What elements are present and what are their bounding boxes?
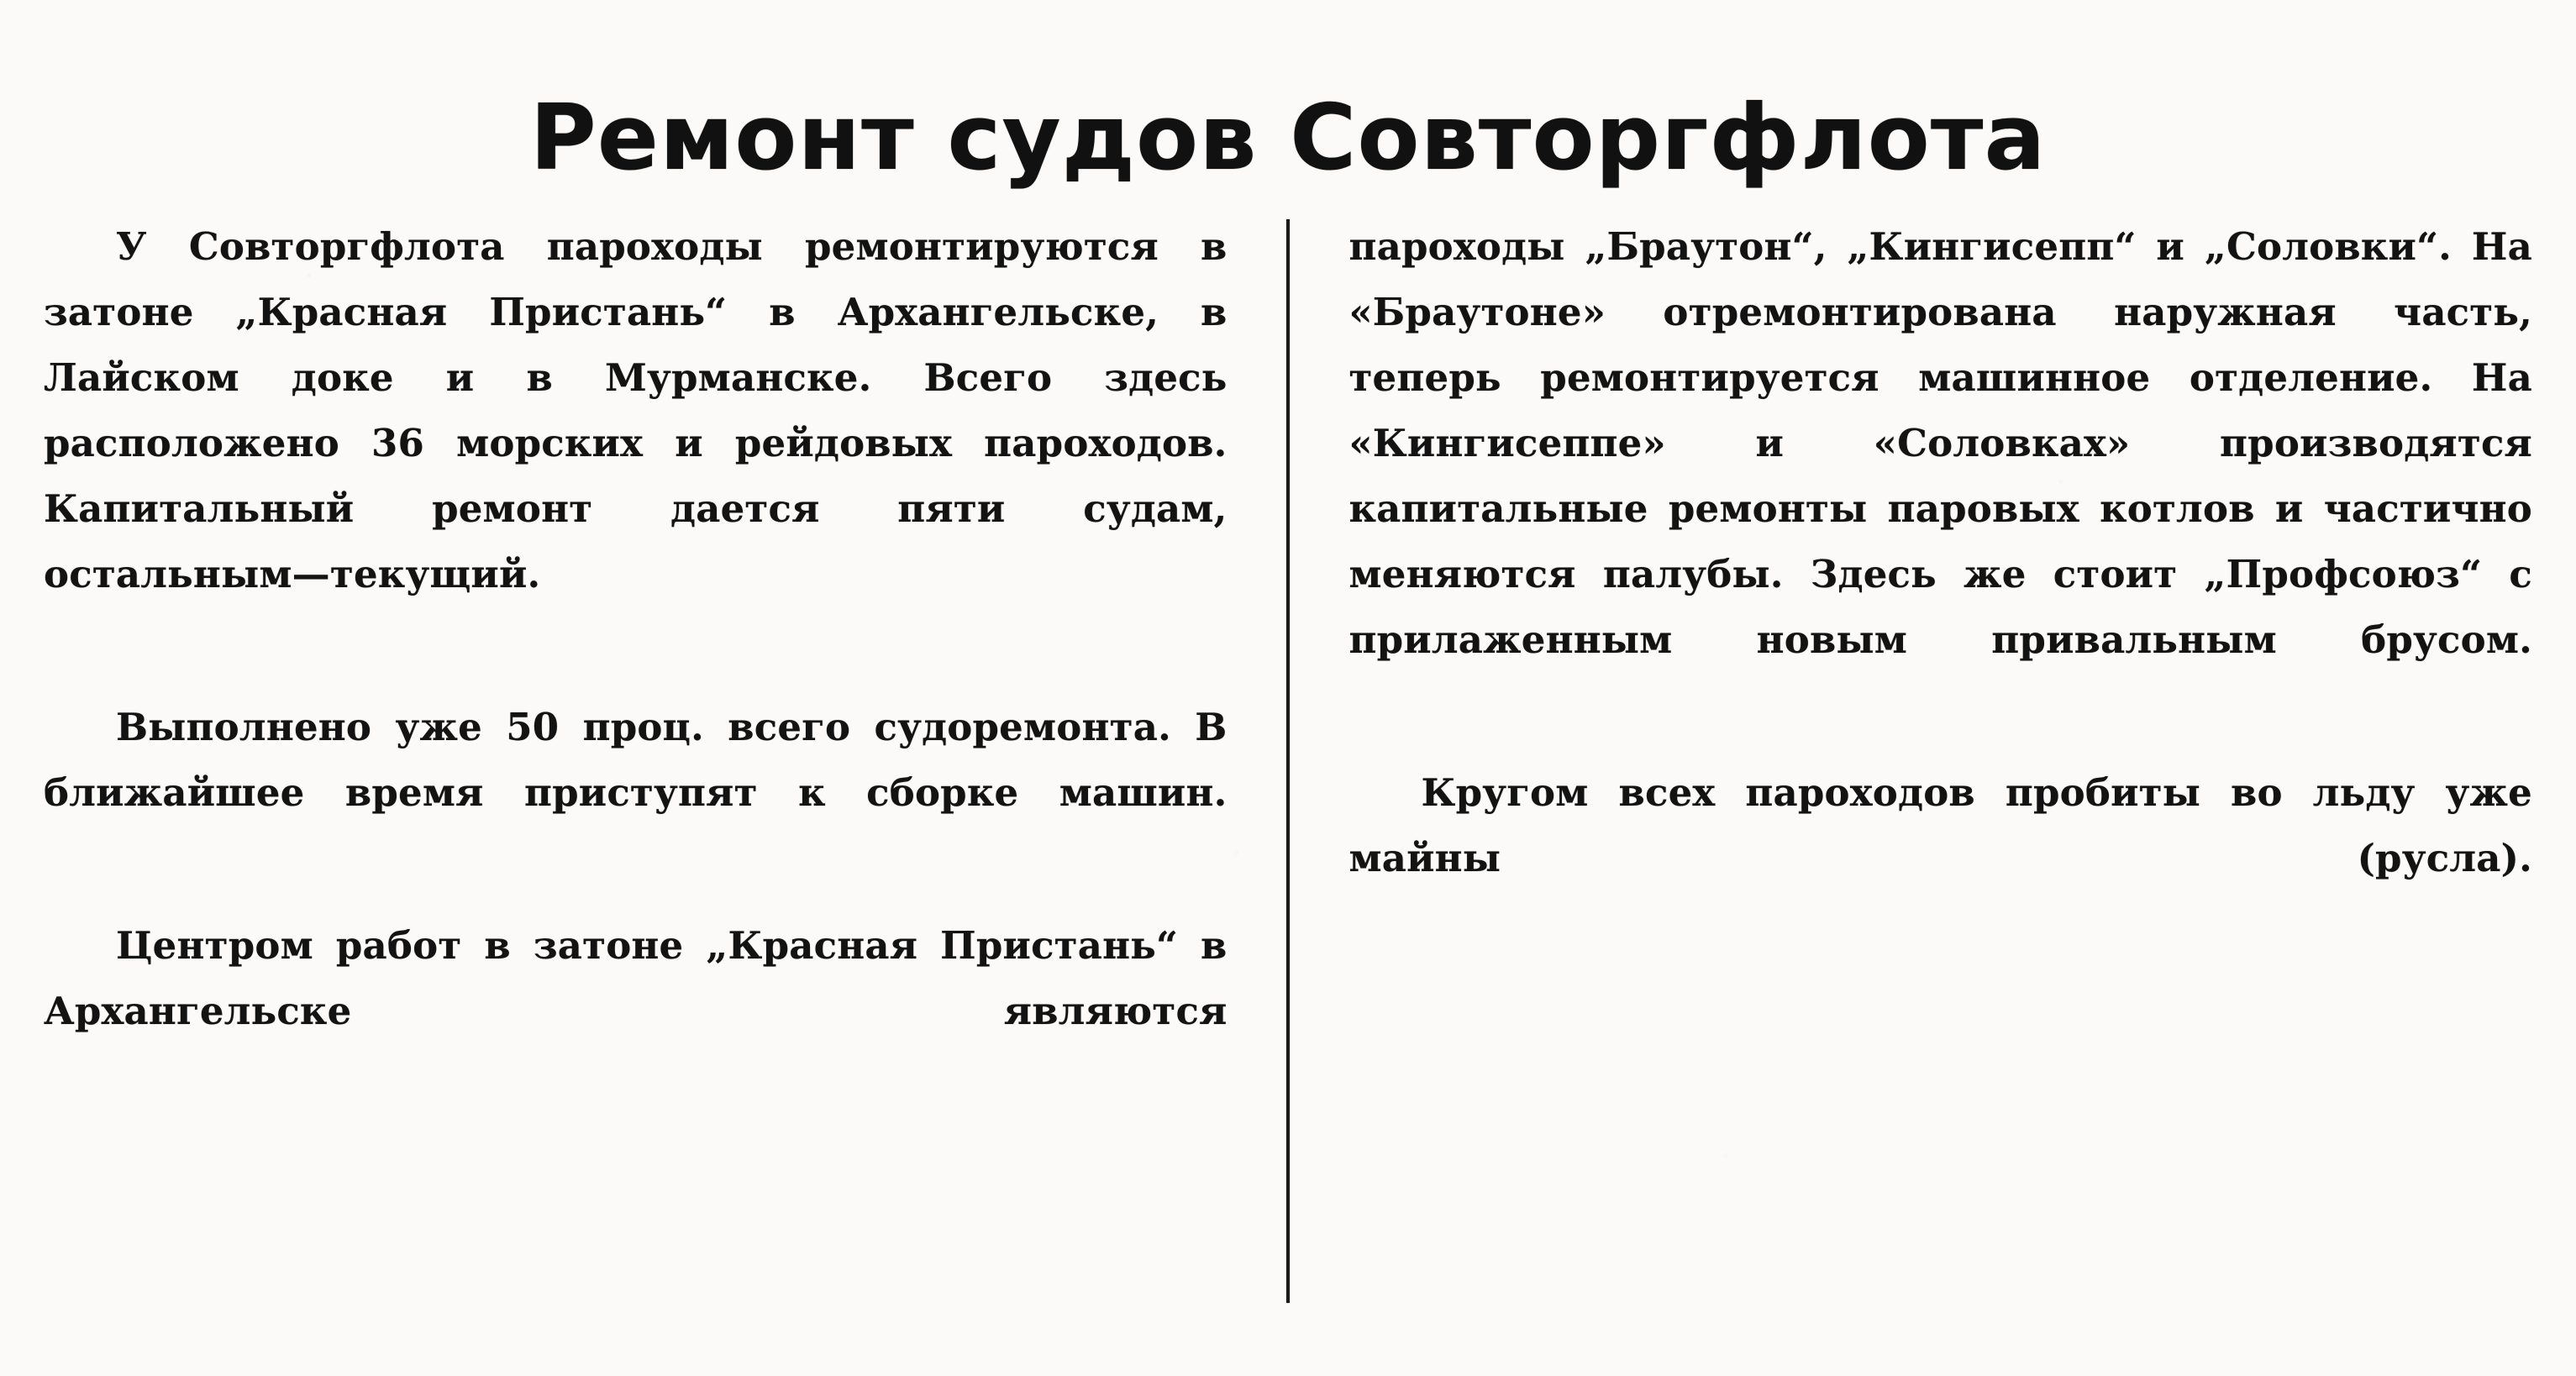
- right-column: [1313, 214, 2532, 957]
- paragraph: Центром работ в затоне „Красная Пристань“ в Архангельске являются: [44, 923, 1228, 1033]
- article-body: [44, 214, 2532, 1303]
- paragraph: Кругом всех пароходов пробиты во льду уже майны (русла).: [1348, 770, 2532, 880]
- left-column: [44, 214, 1263, 1110]
- column-divider: [1286, 219, 1291, 1303]
- paragraph: У Совторгфлота пароходы ремонтируются в затоне „Красная Пристань“ в Архангельске, в Лайском доке и в Мурманске. Всего здесь расположено 36 морских и рейдовых пароходов. Капитальный ремонт дается пяти судам, остальным—текущий.: [44, 224, 1228, 596]
- paragraph: Выполнено уже 50 проц. всего судоремонта. В ближайшее время приступят к сборке машин.: [44, 705, 1228, 815]
- paragraph: пароходы „Браутон“, „Кингисепп“ и „Соловки“. На «Браутоне» отремонтирована наружная часть, теперь ремонтируется машинное отделение. На «Кингисеппе» и «Соловках» производятся капитальные ремонты паровых котлов и частично меняются палубы. Здесь же стоит „Профсоюз“ с прилаженным новым привальным брусом.: [1348, 224, 2532, 662]
- page-title: Ремонт судов Совторгфлота: [529, 86, 2047, 192]
